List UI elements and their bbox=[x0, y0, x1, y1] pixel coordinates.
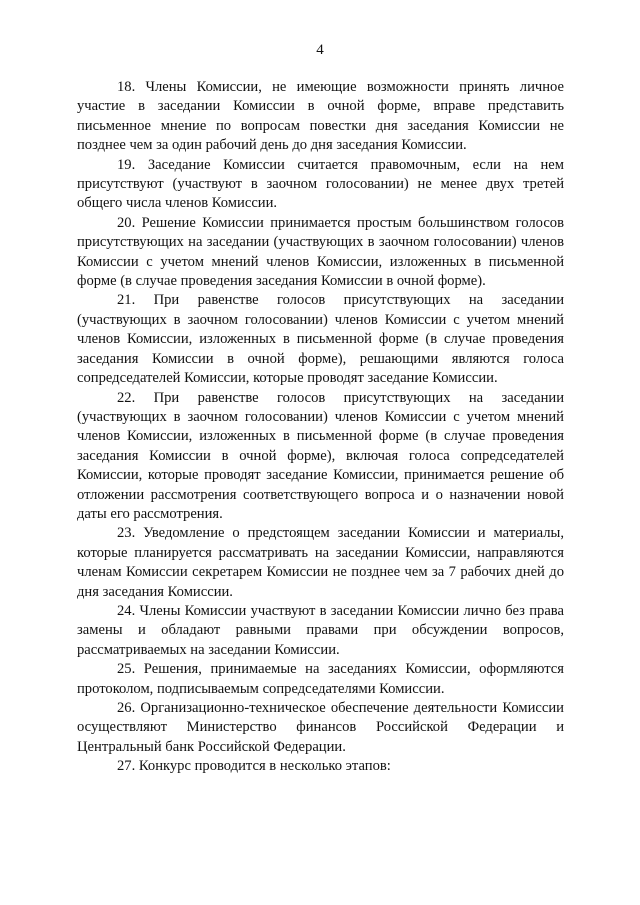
paragraph-22: 22. При равенстве голосов присутствующих на заседании (участвующих в заочном голосовании) членов Комиссии с учетом мнений членов Комиссии, изложенных в письменной форме (в случае проведения заседания Комиссии в очной форме), включая голоса сопредседателей Комиссии, которые проводят заседание Комиссии, принимается решение об отложении рассмотрения соответствующего вопроса и о назначении новой даты его рассмотрения. bbox=[77, 389, 564, 522]
paragraph-21: 21. При равенстве голосов присутствующих на заседании (участвующих в заочном голосовании) членов Комиссии с учетом мнений членов Комиссии, изложенных в письменной форме (в случае проведения заседания Комиссии в очной форме), решающими являются голоса сопредседателей Комиссии, которые проводят заседание Комиссии. bbox=[77, 292, 564, 387]
paragraph-25: 25. Решения, принимаемые на заседаниях Комиссии, оформляются протоколом, подписываемым сопредседателями Комиссии. bbox=[77, 661, 564, 697]
paragraph-19: 19. Заседание Комиссии считается правомочным, если на нем присутствуют (участвуют в заочном голосовании) не менее двух третей общего числа членов Комиссии. bbox=[77, 156, 564, 212]
document-body bbox=[77, 78, 564, 777]
paragraph-18: 18. Члены Комиссии, не имеющие возможности принять личное участие в заседании Комиссии в очной форме, вправе представить письменное мнение по вопросам повестки дня заседания Комиссии не позднее чем за один рабочий день до дня заседания Комиссии. bbox=[77, 79, 564, 154]
paragraph-20: 20. Решение Комиссии принимается простым большинством голосов присутствующих на заседании (участвующих в заочном голосовании) членов Комиссии с учетом мнений членов Комиссии, изложенных в письменной форме (в случае проведения заседания Комиссии в очной форме). bbox=[77, 214, 564, 290]
paragraph-24: 24. Члены Комиссии участвуют в заседании Комиссии лично без права замены и обладают равными правами при обсуждении вопросов, рассматриваемых на заседании Комиссии. bbox=[77, 602, 564, 658]
page-number: 4 bbox=[316, 42, 324, 58]
paragraph-27: 27. Конкурс проводится в несколько этапов: bbox=[117, 758, 391, 775]
paragraph-26: 26. Организационно-техническое обеспечение деятельности Комиссии осуществляют Министерство финансов Российской Федерации и Центральный банк Российской Федерации. bbox=[77, 700, 564, 755]
paragraph-23: 23. Уведомление о предстоящем заседании Комиссии и материалы, которые планируется рассматривать на заседании Комиссии, направляются членам Комиссии секретарем Комиссии не позднее чем за 7 рабочих дней до дня заседания Комиссии. bbox=[77, 525, 564, 600]
